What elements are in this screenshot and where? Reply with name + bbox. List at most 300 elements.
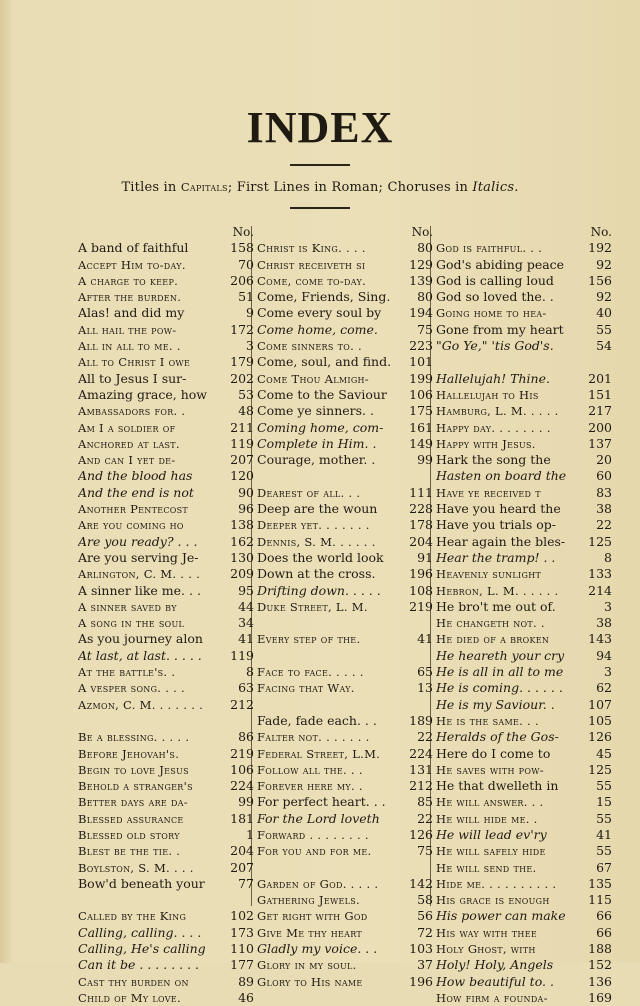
index-entry [436, 794, 612, 810]
entry-hymn-number: 192 [588, 240, 612, 256]
entry-hymn-number: 22 [417, 810, 433, 826]
entry-hymn-number: 207 [230, 452, 254, 468]
index-entry [257, 257, 433, 273]
entry-hymn-number: 55 [596, 778, 612, 794]
entry-hymn-number: 149 [409, 435, 433, 451]
entry-title: A charge to keep. [78, 273, 179, 288]
page-title: INDEX [246, 103, 394, 152]
entry-title: His way with thee [436, 925, 537, 940]
entry-hymn-number: 196 [409, 566, 433, 582]
entry-title: Begin to love Jesus [78, 762, 189, 777]
index-entry [257, 925, 433, 941]
index-entry [78, 746, 254, 762]
index-entry [78, 485, 254, 501]
entry-hymn-number: 1 [246, 826, 254, 842]
index-entry [257, 452, 433, 468]
entry-hymn-number: 77 [238, 875, 254, 891]
entry-title: He will send the. [436, 860, 537, 875]
index-entry [436, 892, 612, 908]
index-entry [257, 289, 433, 305]
entry-title: Ambassadors for. . [78, 404, 186, 419]
index-entry [78, 974, 254, 990]
entry-hymn-number: 161 [409, 419, 433, 435]
entry-title: Facing that Way. [257, 681, 355, 696]
index-entry [78, 517, 254, 533]
entry-title: He changeth not. . [436, 616, 545, 631]
index-entry [436, 908, 612, 924]
index-entry [257, 583, 433, 599]
entry-hymn-number: 41 [596, 826, 612, 842]
entry-title: Dennis, S. M. . . . . . [257, 534, 376, 549]
entry-hymn-number: 130 [230, 549, 254, 565]
legend-capitals: Capitals [180, 180, 228, 194]
entry-hymn-number: 9 [246, 305, 254, 321]
index-entry [436, 550, 612, 566]
section-gap [257, 615, 433, 631]
entry-title: Down at the cross. [257, 566, 376, 582]
index-entry [436, 517, 612, 533]
entry-title: Heralds of the Gos- [436, 729, 559, 745]
entry-hymn-number: 92 [596, 256, 612, 272]
index-entry [78, 843, 254, 859]
index-entry [78, 697, 254, 713]
entry-title: Calling, He's calling [78, 941, 206, 957]
entry-title: Deeper yet. . . . . . . [257, 518, 370, 533]
index-entry [257, 420, 433, 436]
index-entry [257, 843, 433, 859]
index-entry [257, 680, 433, 696]
index-entry [436, 452, 612, 468]
index-entry [257, 827, 433, 843]
entry-title: Holy Ghost, with [436, 942, 536, 957]
entry-title: He died of a broken [436, 632, 550, 647]
entry-hymn-number: 20 [596, 452, 612, 468]
index-entry [436, 827, 612, 843]
entry-title: His grace is enough [436, 893, 550, 908]
entry-hymn-number: 158 [230, 240, 254, 256]
entry-title: Christ receiveth si [257, 257, 366, 272]
entry-hymn-number: 178 [409, 517, 433, 533]
entry-title: Alas! and did my [78, 305, 185, 321]
index-entry [436, 322, 612, 338]
index-entry [436, 305, 612, 321]
entry-hymn-number: 211 [230, 419, 254, 435]
index-entry [436, 338, 612, 354]
index-entry [257, 631, 433, 647]
entry-title: Azmon, C. M. . . . . . . [78, 697, 204, 712]
entry-hymn-number: 55 [596, 321, 612, 337]
entry-hymn-number: 138 [230, 517, 254, 533]
entry-title: How firm a founda- [436, 990, 548, 1005]
entry-hymn-number: 135 [588, 875, 612, 891]
entry-hymn-number: 85 [417, 794, 433, 810]
entry-title: Forward . . . . . . . . [257, 827, 369, 842]
entry-hymn-number: 80 [417, 289, 433, 305]
index-entry [257, 811, 433, 827]
entry-title: Fade, fade each. . . [257, 712, 377, 728]
entry-title: Come every soul by [257, 305, 382, 321]
entry-title: Better days are da- [78, 795, 188, 810]
index-entry [257, 713, 433, 729]
entry-title: He will hide me. . [436, 811, 538, 826]
entry-hymn-number: 179 [230, 354, 254, 370]
entry-hymn-number: 75 [417, 321, 433, 337]
index-entry [436, 501, 612, 517]
index-entry [257, 908, 433, 924]
index-entry [78, 925, 254, 941]
index-entry [78, 794, 254, 810]
legend-italics: Italics [472, 180, 515, 195]
entry-title: He that dwelleth in [436, 778, 559, 794]
entry-hymn-number: 63 [238, 680, 254, 696]
entry-title: Arlington, C. M. . . . [78, 567, 201, 582]
entry-hymn-number: 204 [409, 533, 433, 549]
entry-title: Have you heard the [436, 501, 561, 517]
entry-title: Duke Street, L. M. [257, 599, 368, 614]
index-entry [257, 436, 433, 452]
entry-hymn-number: 99 [238, 794, 254, 810]
entry-title: Calling, calling. . . . [78, 924, 202, 940]
entry-hymn-number: 204 [230, 843, 254, 859]
index-entry [436, 240, 612, 256]
entry-hymn-number: 75 [417, 843, 433, 859]
index-entry [78, 583, 254, 599]
index-entry [436, 811, 612, 827]
entry-title: Have you trials op- [436, 517, 556, 533]
index-entry [257, 892, 433, 908]
entry-hymn-number: 86 [238, 729, 254, 745]
index-entry [78, 631, 254, 647]
legend-line [0, 178, 640, 197]
entry-hymn-number: 48 [238, 403, 254, 419]
index-entry [78, 566, 254, 582]
entry-hymn-number: 65 [417, 664, 433, 680]
entry-title: All to Christ I owe [78, 355, 191, 370]
entry-hymn-number: 22 [596, 517, 612, 533]
entry-hymn-number: 95 [238, 582, 254, 598]
column-header [257, 224, 433, 240]
entry-title: Hebron, L. M. . . . . . [436, 583, 559, 598]
entry-hymn-number: 110 [230, 941, 254, 957]
entry-title: Come Thou Almigh- [257, 371, 369, 386]
entry-title: Garden of God. . . . . [257, 876, 379, 891]
entry-hymn-number: 139 [409, 272, 433, 288]
index-entry [436, 566, 612, 582]
index-entry [78, 908, 254, 924]
entry-title: God so loved the. . [436, 289, 554, 305]
entry-hymn-number: 106 [230, 761, 254, 777]
entry-hymn-number: 40 [596, 305, 612, 321]
index-entry [436, 387, 612, 403]
entry-title: Happy with Jesus. [436, 436, 536, 451]
entry-hymn-number: 169 [588, 989, 612, 1005]
entry-title: And can I yet de- [78, 453, 176, 468]
entry-hymn-number: 152 [588, 957, 612, 973]
entry-title: Are you ready? . . . [78, 533, 198, 549]
entry-title: For perfect heart. . . [257, 794, 386, 810]
index-entry [436, 713, 612, 729]
entry-hymn-number: 44 [238, 598, 254, 614]
index-entry [436, 403, 612, 419]
index-entry [436, 599, 612, 615]
entry-title: At the battle's. . [78, 665, 176, 680]
entry-hymn-number: 172 [230, 321, 254, 337]
entry-hymn-number: 96 [238, 501, 254, 517]
section-gap [257, 697, 433, 713]
entry-hymn-number: 196 [409, 973, 433, 989]
entry-hymn-number: 219 [230, 745, 254, 761]
entry-hymn-number: 62 [596, 680, 612, 696]
entry-hymn-number: 137 [588, 435, 612, 451]
entry-hymn-number: 162 [230, 533, 254, 549]
entry-title: He heareth your cry [436, 647, 565, 663]
entry-title: Boylston, S. M. . . . [78, 860, 194, 875]
section-gap [257, 648, 433, 664]
entry-hymn-number: 151 [588, 386, 612, 402]
entry-title: Come to the Saviour [257, 386, 387, 402]
index-entry [78, 599, 254, 615]
entry-hymn-number: 175 [409, 403, 433, 419]
entry-title: Can it be . . . . . . . . [78, 957, 200, 973]
entry-title: For the Lord loveth [257, 810, 380, 826]
entry-title: All hail the pow- [78, 322, 177, 337]
entry-title: God's abiding peace [436, 256, 565, 272]
index-column-2 [257, 224, 433, 990]
number-heading: No. [411, 225, 433, 239]
entry-title: A song in the soul [78, 616, 185, 631]
index-entry [78, 876, 254, 892]
index-entry [257, 273, 433, 289]
entry-title: Hide me. . . . . . . . . . [436, 876, 557, 891]
entry-hymn-number: 55 [596, 810, 612, 826]
index-entry [257, 322, 433, 338]
index-entry [78, 468, 254, 484]
entry-hymn-number: 99 [417, 452, 433, 468]
index-entry [436, 648, 612, 664]
index-entry [436, 664, 612, 680]
entry-hymn-number: 58 [417, 892, 433, 908]
index-entry [257, 550, 433, 566]
index-entry [436, 860, 612, 876]
entry-hymn-number: 142 [409, 875, 433, 891]
entry-hymn-number: 209 [230, 566, 254, 582]
index-entry [436, 583, 612, 599]
entry-hymn-number: 56 [417, 908, 433, 924]
entry-title: Glory to His name [257, 974, 363, 989]
entry-hymn-number: 94 [596, 647, 612, 663]
entry-hymn-number: 181 [230, 810, 254, 826]
entry-hymn-number: 219 [409, 598, 433, 614]
entry-hymn-number: 125 [588, 533, 612, 549]
entry-title: Drifting down. . . . . [257, 582, 381, 598]
entry-hymn-number: 37 [417, 957, 433, 973]
index-entry [436, 990, 612, 1006]
entry-hymn-number: 67 [596, 859, 612, 875]
index-entry [436, 729, 612, 745]
index-entry [78, 615, 254, 631]
entry-title: Hark the song the [436, 452, 551, 468]
index-entry [436, 631, 612, 647]
entry-title: A band of faithful [78, 240, 189, 256]
entry-title: He will safely hide [436, 844, 546, 859]
index-entry [78, 827, 254, 843]
entry-hymn-number: 91 [417, 549, 433, 565]
entry-title: How beautiful to. . [436, 973, 554, 989]
index-entry [78, 957, 254, 973]
entry-hymn-number: 38 [596, 615, 612, 631]
entry-title: Forever here my. . [257, 779, 363, 794]
entry-hymn-number: 101 [409, 354, 433, 370]
entry-title: And the blood has [78, 468, 193, 484]
index-entry [257, 778, 433, 794]
index-entry [78, 371, 254, 387]
entry-hymn-number: 38 [596, 501, 612, 517]
entry-title: Child of My love. [78, 990, 181, 1005]
entry-title: Here do I come to [436, 745, 551, 761]
entry-hymn-number: 54 [596, 338, 612, 354]
entry-title: Complete in Him. . [257, 435, 377, 451]
index-entry [78, 452, 254, 468]
entry-hymn-number: 212 [230, 696, 254, 712]
index-entry [78, 240, 254, 256]
entry-hymn-number: 194 [409, 305, 433, 321]
index-entry [78, 354, 254, 370]
entry-hymn-number: 119 [230, 647, 254, 663]
entry-hymn-number: 133 [588, 566, 612, 582]
entry-title: A sinner like me. . . [78, 582, 201, 598]
entry-title: All in all to me. . [78, 339, 181, 354]
entry-hymn-number: 224 [409, 745, 433, 761]
entry-title: Deep are the woun [257, 501, 378, 517]
entry-title: At last, at last. . . . . [78, 647, 202, 663]
entry-hymn-number: 228 [409, 501, 433, 517]
entry-hymn-number: 105 [588, 712, 612, 728]
entry-title: Have ye received t [436, 485, 541, 500]
index-entry [257, 354, 433, 370]
entry-title: Another Pentecost [78, 502, 189, 517]
entry-hymn-number: 156 [588, 272, 612, 288]
entry-title: He will lead ev'ry [436, 826, 547, 842]
entry-title: After the burden. [78, 290, 182, 305]
entry-title: Hear again the bles- [436, 533, 566, 549]
entry-hymn-number: 46 [238, 989, 254, 1005]
entry-hymn-number: 66 [596, 908, 612, 924]
entry-title: Behold a stranger's [78, 779, 193, 794]
index-entry [78, 273, 254, 289]
entry-hymn-number: 53 [238, 386, 254, 402]
entry-hymn-number: 51 [238, 289, 254, 305]
entry-hymn-number: 131 [409, 761, 433, 777]
section-gap [78, 713, 254, 729]
column-header [78, 224, 254, 240]
index-entry [257, 974, 433, 990]
entry-title: Are you coming ho [78, 518, 184, 533]
index-entry [436, 925, 612, 941]
entry-hymn-number: 212 [409, 778, 433, 794]
entry-hymn-number: 107 [588, 696, 612, 712]
entry-hymn-number: 223 [409, 338, 433, 354]
index-entry [436, 957, 612, 973]
entry-hymn-number: 120 [230, 468, 254, 484]
entry-hymn-number: 80 [417, 240, 433, 256]
entry-hymn-number: 66 [596, 924, 612, 940]
entry-hymn-number: 8 [246, 664, 254, 680]
index-entry [436, 289, 612, 305]
section-gap [436, 354, 612, 370]
entry-hymn-number: 83 [596, 484, 612, 500]
index-entry [78, 289, 254, 305]
entry-hymn-number: 45 [596, 745, 612, 761]
legend-rule [290, 207, 350, 209]
entry-hymn-number: 102 [230, 908, 254, 924]
section-gap [78, 892, 254, 908]
index-entry [436, 257, 612, 273]
entry-title: All to Jesus I sur- [78, 370, 187, 386]
entry-title: He bro't me out of. [436, 598, 556, 614]
entry-hymn-number: 89 [238, 973, 254, 989]
entry-hymn-number: 41 [238, 631, 254, 647]
entry-title: He is the same. . . [436, 713, 539, 728]
entry-hymn-number: 214 [588, 582, 612, 598]
entry-hymn-number: 206 [230, 272, 254, 288]
index-entry [436, 876, 612, 892]
column-header-spacer [436, 224, 582, 240]
entry-hymn-number: 60 [596, 468, 612, 484]
entry-hymn-number: 13 [417, 680, 433, 696]
index-column-3 [436, 224, 612, 1006]
index-entry [78, 403, 254, 419]
entry-title: His power can make [436, 908, 566, 924]
index-entry [78, 762, 254, 778]
index-entry [78, 257, 254, 273]
index-entry [257, 957, 433, 973]
entry-title: Be a blessing. . . . . [78, 730, 190, 745]
entry-title: Does the world look [257, 549, 384, 565]
entry-title: Gathering Jewels. [257, 893, 360, 908]
number-heading: No. [232, 225, 254, 239]
entry-title: God is faithful. . . [436, 241, 543, 256]
entry-title: Blessed old story [78, 827, 180, 842]
section-gap [257, 860, 433, 876]
entry-hymn-number: 201 [588, 370, 612, 386]
title-rule [290, 164, 350, 166]
index-entry [436, 746, 612, 762]
entry-title: And the end is not [78, 484, 194, 500]
index-entry [78, 648, 254, 664]
index-entry [436, 371, 612, 387]
index-entry [78, 338, 254, 354]
entry-title: Hamburg, L. M. . . . . [436, 404, 559, 419]
entry-title: Give Me thy heart [257, 925, 363, 940]
index-entry [436, 843, 612, 859]
entry-title: Come, soul, and find. [257, 354, 392, 370]
index-entry [436, 534, 612, 550]
entry-title: Cast thy burden on [78, 974, 189, 989]
index-entry [257, 794, 433, 810]
entry-hymn-number: 55 [596, 843, 612, 859]
entry-title: Before Jehovah's. [78, 746, 180, 761]
entry-title: Come, Friends, Sing. [257, 289, 391, 305]
column-header [436, 224, 612, 240]
index-entry [436, 468, 612, 484]
entry-hymn-number: 111 [409, 484, 433, 500]
index-entry [257, 338, 433, 354]
index-entry [78, 501, 254, 517]
entry-title: Come sinners to. . [257, 339, 362, 354]
section-gap [257, 468, 433, 484]
entry-hymn-number: 106 [409, 386, 433, 402]
entry-title: Gladly my voice. . . [257, 941, 378, 957]
